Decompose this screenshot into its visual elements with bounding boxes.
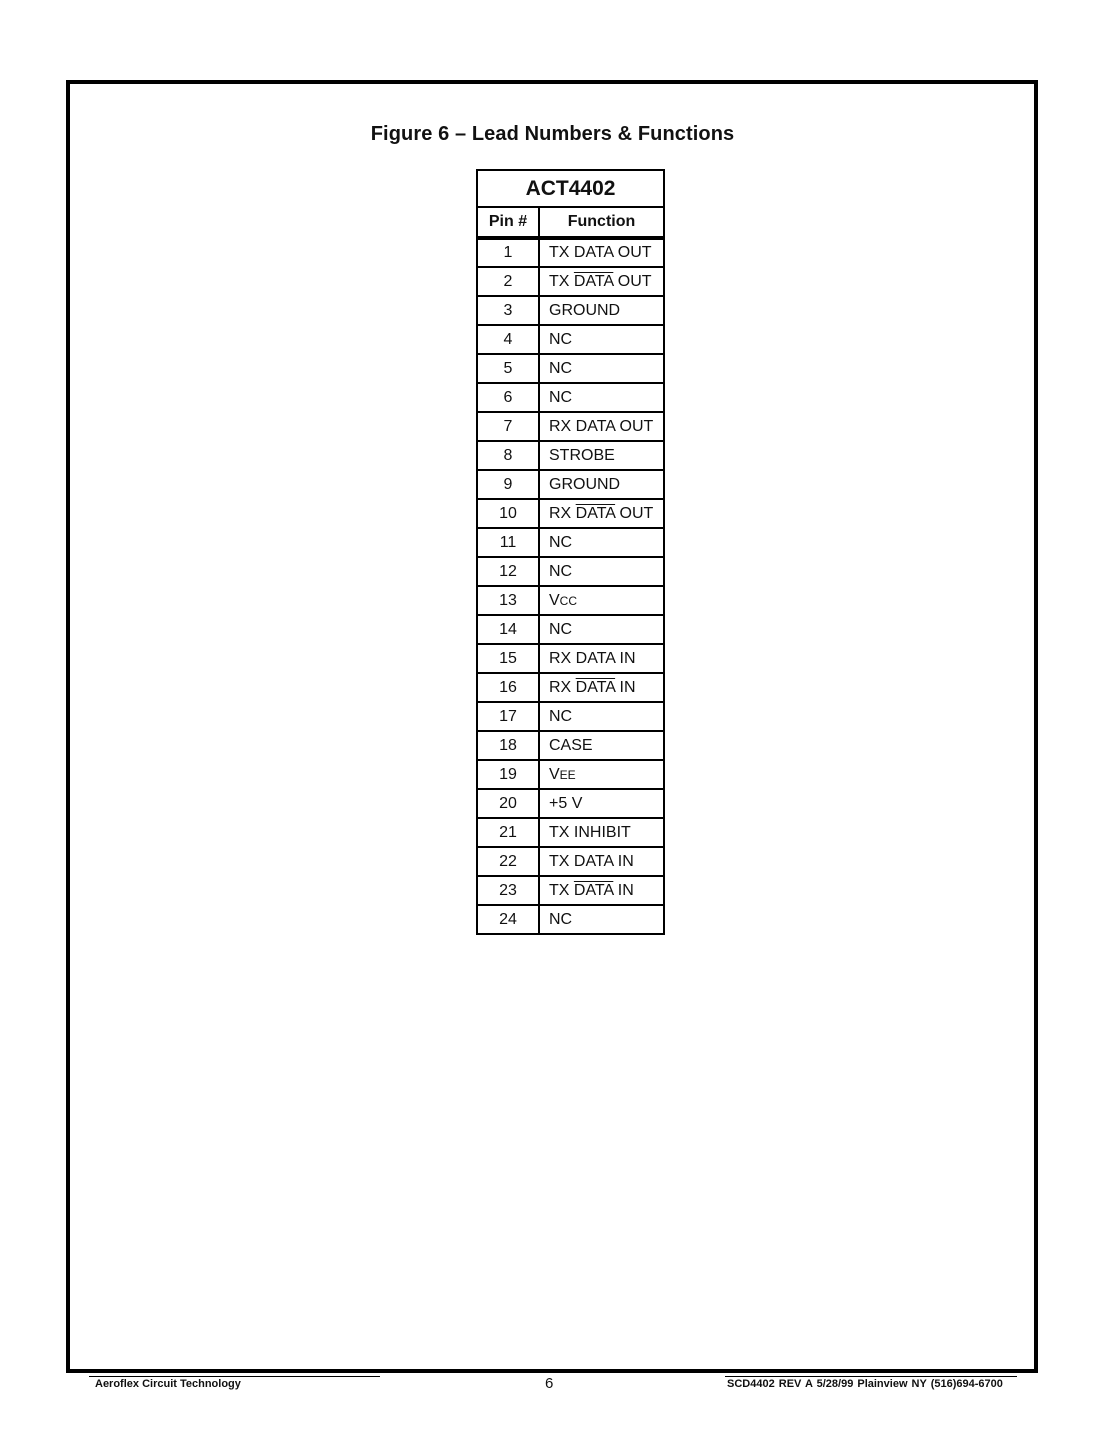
- table-row: [477, 499, 664, 528]
- function-inverted-signal: DATA: [575, 504, 616, 522]
- pin-number: 13: [477, 586, 539, 615]
- function-prefix: RX: [549, 504, 576, 522]
- pin-number: 23: [477, 876, 539, 905]
- function-subscript: CC: [559, 593, 578, 608]
- table-row: [477, 615, 664, 644]
- function-suffix: OUT: [615, 504, 654, 522]
- function-suffix: IN: [613, 881, 634, 899]
- pin-function: RX DATA IN: [539, 644, 664, 673]
- pin-number: 12: [477, 557, 539, 586]
- pin-number: 11: [477, 528, 539, 557]
- pin-number: 18: [477, 731, 539, 760]
- footer-page-number: 6: [545, 1375, 554, 1392]
- pin-number: 4: [477, 325, 539, 354]
- pin-function: NC: [539, 702, 664, 731]
- pin-number: 15: [477, 644, 539, 673]
- footer-doc-info: SCD4402 REV A 5/28/99 Plainview NY (516)694-6700: [727, 1378, 1003, 1390]
- pin-number: 8: [477, 441, 539, 470]
- pin-function: GROUND: [539, 470, 664, 499]
- pin-number: 10: [477, 499, 539, 528]
- pin-function: RX DATA OUT: [539, 412, 664, 441]
- table-row: [477, 470, 664, 499]
- pin-number: 7: [477, 412, 539, 441]
- pin-number: 1: [477, 238, 539, 267]
- pin-number: 5: [477, 354, 539, 383]
- pin-function: [539, 760, 664, 789]
- pin-number: 16: [477, 673, 539, 702]
- table-row: [477, 412, 664, 441]
- pin-function: NC: [539, 383, 664, 412]
- pin-number: 9: [477, 470, 539, 499]
- pin-number: 22: [477, 847, 539, 876]
- pin-function: NC: [539, 557, 664, 586]
- pin-function: TX INHIBIT: [539, 818, 664, 847]
- pin-number: 14: [477, 615, 539, 644]
- pin-function: NC: [539, 354, 664, 383]
- pin-number: 21: [477, 818, 539, 847]
- pin-function: TX DATA IN: [539, 847, 664, 876]
- pin-function: TX DATA OUT: [539, 238, 664, 267]
- column-header-pin: Pin #: [477, 207, 539, 238]
- table-row: [477, 673, 664, 702]
- figure-title: Figure 6 – Lead Numbers & Functions: [370, 123, 735, 145]
- function-inverted-signal: DATA: [573, 881, 614, 899]
- function-prefix: TX: [549, 272, 574, 290]
- table-row: [477, 876, 664, 905]
- table-row: [477, 760, 664, 789]
- pin-function: [539, 499, 664, 528]
- pin-function: NC: [539, 325, 664, 354]
- pin-function-table: [476, 169, 665, 935]
- pin-function: [539, 586, 664, 615]
- function-prefix: TX: [549, 881, 574, 899]
- pin-function: STROBE: [539, 441, 664, 470]
- table-row: [477, 296, 664, 325]
- pin-number: 24: [477, 905, 539, 934]
- function-prefix: RX: [549, 678, 576, 696]
- table-row: [477, 644, 664, 673]
- table-row: [477, 586, 664, 615]
- column-header-function: Function: [539, 207, 664, 238]
- table-row: [477, 354, 664, 383]
- pin-function: [539, 673, 664, 702]
- pin-function: [539, 267, 664, 296]
- function-suffix: IN: [615, 678, 636, 696]
- function-inverted-signal: DATA: [573, 272, 614, 290]
- table-row: [477, 847, 664, 876]
- table-body: [477, 238, 664, 934]
- pin-number: 20: [477, 789, 539, 818]
- table-row: [477, 818, 664, 847]
- table-row: [477, 789, 664, 818]
- pin-function: NC: [539, 528, 664, 557]
- pin-number: 17: [477, 702, 539, 731]
- footer-company: Aeroflex Circuit Technology: [95, 1378, 241, 1390]
- pin-number: 2: [477, 267, 539, 296]
- function-inverted-signal: DATA: [575, 678, 616, 696]
- table-row: [477, 702, 664, 731]
- pin-function: CASE: [539, 731, 664, 760]
- table-row: [477, 441, 664, 470]
- table-row: [477, 267, 664, 296]
- footer-rule-right: [725, 1376, 1017, 1377]
- table-row: [477, 905, 664, 934]
- function-subscript: EE: [559, 767, 576, 782]
- table-row: [477, 557, 664, 586]
- pin-number: 19: [477, 760, 539, 789]
- table-row: [477, 238, 664, 267]
- function-main: V: [549, 591, 560, 609]
- pin-function: NC: [539, 615, 664, 644]
- pin-function: [539, 876, 664, 905]
- table-row: [477, 731, 664, 760]
- table-row: [477, 325, 664, 354]
- table-row: [477, 383, 664, 412]
- pin-number: 3: [477, 296, 539, 325]
- function-main: V: [549, 765, 560, 783]
- pin-function: NC: [539, 905, 664, 934]
- footer-rule-left: [89, 1376, 380, 1377]
- pin-function: GROUND: [539, 296, 664, 325]
- pin-number: 6: [477, 383, 539, 412]
- table-caption: ACT4402: [477, 170, 664, 207]
- function-suffix: OUT: [613, 272, 652, 290]
- pin-function: +5 V: [539, 789, 664, 818]
- table-row: [477, 528, 664, 557]
